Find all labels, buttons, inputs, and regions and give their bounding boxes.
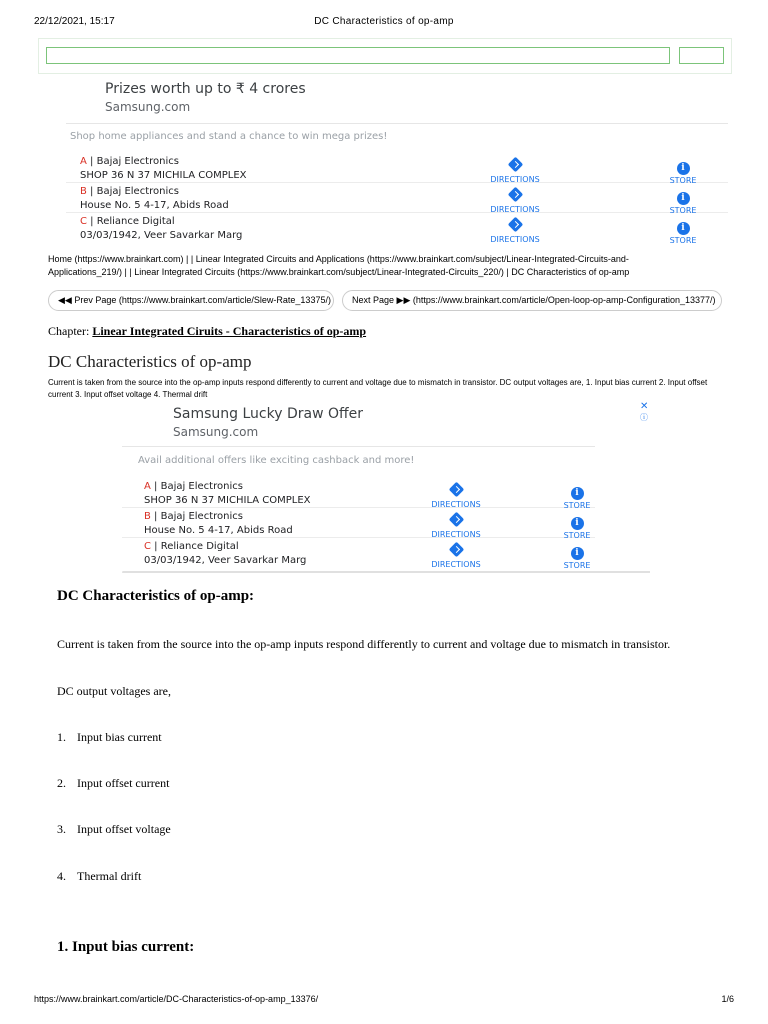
ad-location-name: B | Bajaj Electronics (80, 186, 179, 197)
chapter-link[interactable]: Linear Integrated Ciruits - Characteristics of op-amp (92, 324, 367, 338)
prev-page-button[interactable]: ◀◀ Prev Page (https://www.brainkart.com/article/Slew-Rate_13375/) (48, 290, 334, 311)
store-button[interactable]: i STORE (669, 163, 697, 185)
directions-icon (448, 542, 464, 558)
ad-title[interactable]: Prizes worth up to ₹ 4 crores (105, 81, 306, 97)
info-icon: i (571, 547, 584, 560)
list-item: 2. Input offset current (57, 776, 170, 790)
paragraph: DC output voltages are, (57, 684, 171, 698)
directions-button[interactable]: DIRECTIONS (426, 540, 486, 569)
ad-header[interactable] (122, 403, 595, 447)
store-button[interactable]: i STORE (563, 488, 591, 510)
next-page-button[interactable]: Next Page ▶▶ (https://www.brainkart.com/article/Open-loop-op-amp-Configuration_13377/) (342, 290, 722, 311)
info-icon: i (571, 487, 584, 500)
print-url: https://www.brainkart.com/article/DC-Characteristics-of-op-amp_13376/ (34, 994, 319, 1004)
print-footer (34, 994, 734, 1008)
store-button[interactable]: i STORE (563, 518, 591, 540)
ad-location-address: 03/03/1942, Veer Savarkar Marg (144, 555, 307, 566)
ad-location-address: SHOP 36 N 37 MICHILA COMPLEX (144, 495, 311, 506)
breadcrumb[interactable]: Home (https://www.brainkart.com) | | Linear Integrated Circuits and Applications (https://www.brainkart.com/subject/Linear-Integrated-Circuits-and-Applications_219/) | | Linear Integrated Circuits (https://www.brainkart.com/subject/Linear-Integrated-Circuits_220/) | DC Characteristics of op-amp (48, 254, 630, 277)
directions-icon (507, 187, 523, 203)
ad-location-address: House No. 5 4-17, Abids Road (80, 200, 229, 211)
ad-location-row[interactable] (66, 213, 728, 243)
ad-location-name: A | Bajaj Electronics (80, 156, 179, 167)
ad-domain: Samsung.com (105, 100, 191, 114)
close-icon[interactable]: ✕ (640, 401, 649, 412)
directions-button[interactable]: DIRECTIONS (485, 155, 545, 184)
ad-location-name: B | Bajaj Electronics (144, 511, 243, 522)
ad-choices-icon[interactable]: ⓘ (640, 413, 648, 422)
info-icon: i (677, 222, 690, 235)
store-button[interactable]: i STORE (563, 548, 591, 570)
ad-location-row[interactable] (122, 538, 595, 568)
page-number: 1/6 (721, 994, 734, 1004)
ad-header[interactable] (66, 78, 728, 124)
ad-location-name: C | Reliance Digital (144, 541, 239, 552)
print-title: DC Characteristics of op-amp (314, 16, 454, 27)
ad-location-address: SHOP 36 N 37 MICHILA COMPLEX (80, 170, 247, 181)
directions-button[interactable]: DIRECTIONS (485, 185, 545, 214)
ad-location-address: 03/03/1942, Veer Savarkar Marg (80, 230, 243, 241)
page-title: DC Characteristics of op-amp (48, 352, 252, 371)
search-input[interactable] (46, 47, 670, 64)
list-item: 3. Input offset voltage (57, 822, 171, 836)
list-item: 1. Input bias current (57, 730, 162, 744)
ad-location-row[interactable] (66, 183, 728, 213)
directions-icon (448, 512, 464, 528)
ad-banner-middle[interactable] (122, 403, 595, 571)
print-header (34, 16, 734, 30)
store-button[interactable]: i STORE (669, 193, 697, 215)
print-datetime: 22/12/2021, 15:17 (34, 16, 115, 27)
ad-description: Shop home appliances and stand a chance to win mega prizes! (70, 131, 388, 142)
list-item: 4. Thermal drift (57, 869, 142, 883)
search-button[interactable] (679, 47, 724, 64)
directions-button[interactable]: DIRECTIONS (426, 480, 486, 509)
ad-location-address: House No. 5 4-17, Abids Road (144, 525, 293, 536)
ad-location-name: C | Reliance Digital (80, 216, 175, 227)
ad-description: Avail additional offers like exciting cashback and more! (138, 455, 415, 466)
info-icon: i (677, 192, 690, 205)
ad-domain: Samsung.com (173, 425, 259, 439)
ad-title[interactable]: Samsung Lucky Draw Offer (173, 406, 363, 422)
info-icon: i (677, 162, 690, 175)
paragraph: Current is taken from the source into the op-amp inputs respond differently to current and voltage due to mismatch in transistor. (57, 637, 671, 651)
article-summary: Current is taken from the source into the op-amp inputs respond differently to current and voltage due to mismatch in transistor. DC output voltages are, 1. Input bias current 2. Input offset current 3. Input offset voltage 4. Thermal drift (48, 378, 708, 399)
ad-banner-top[interactable] (66, 78, 728, 246)
ad-location-name: A | Bajaj Electronics (144, 481, 243, 492)
directions-button[interactable]: DIRECTIONS (426, 510, 486, 539)
directions-icon (507, 217, 523, 233)
section-heading: DC Characteristics of op-amp: (57, 588, 255, 604)
chapter-line (48, 324, 366, 339)
info-icon: i (571, 517, 584, 530)
chapter-label: Chapter: (48, 324, 90, 338)
section-heading: 1. Input bias current: (57, 939, 195, 955)
directions-icon (448, 482, 464, 498)
directions-button[interactable]: DIRECTIONS (485, 215, 545, 244)
store-button[interactable]: i STORE (669, 223, 697, 245)
directions-icon (507, 157, 523, 173)
ad-location-row[interactable] (66, 153, 728, 183)
search-box (38, 38, 732, 74)
ad-location-row[interactable] (122, 508, 595, 538)
ad-location-row[interactable] (122, 478, 595, 508)
